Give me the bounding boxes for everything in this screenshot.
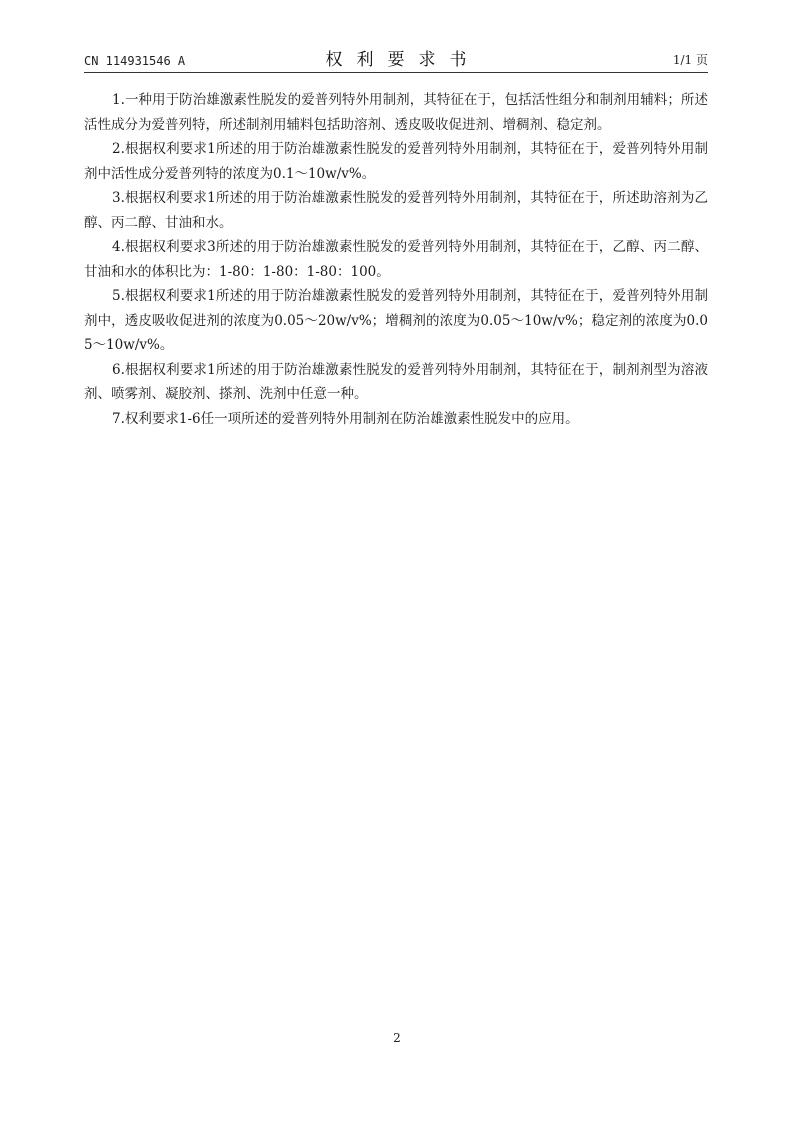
publication-number: CN 114931546 A (84, 54, 186, 68)
claim-paragraph: 4.根据权利要求3所述的用于防治雄激素性脱发的爱普列特外用制剂，其特征在于，乙醇、丙二醇、甘油和水的体积比为：1-80：1-80：1-80：100。 (84, 239, 708, 280)
page-indicator: 1/1 页 (672, 53, 708, 67)
claim-paragraph: 7.权利要求1-6任一项所述的爱普列特外用制剂在防治雄激素性脱发中的应用。 (112, 410, 579, 427)
header-divider (84, 72, 708, 73)
claim-paragraph: 3.根据权利要求1所述的用于防治雄激素性脱发的爱普列特外用制剂，其特征在于，所述助溶剂为乙醇、丙二醇、甘油和水。 (84, 190, 708, 231)
page-number: 2 (393, 1031, 401, 1045)
document-title: 权利要求书 (325, 50, 481, 70)
claim-paragraph: 6.根据权利要求1所述的用于防治雄激素性脱发的爱普列特外用制剂，其特征在于，制剂剂型为溶液剂、喷雾剂、凝胶剂、搽剂、洗剂中任意一种。 (84, 361, 708, 402)
claim-paragraph: 2.根据权利要求1所述的用于防治雄激素性脱发的爱普列特外用制剂，其特征在于，爱普列特外用制剂中活性成分爱普列特的浓度为0.1～10w/v%。 (84, 141, 708, 182)
page-header (84, 44, 708, 72)
claim-paragraph: 5.根据权利要求1所述的用于防治雄激素性脱发的爱普列特外用制剂，其特征在于，爱普列特外用制剂中，透皮吸收促进剂的浓度为0.05～20w/v%；增稠剂的浓度为0.05～10w/v%；稳定剂的浓度为0.05～10w/v%。 (84, 288, 708, 353)
claims-body (84, 88, 708, 431)
claim-paragraph: 1.一种用于防治雄激素性脱发的爱普列特外用制剂，其特征在于，包括活性组分和制剂用辅料；所述活性成分为爱普列特，所述制剂用辅料包括助溶剂、透皮吸收促进剂、增稠剂、稳定剂。 (84, 92, 708, 133)
